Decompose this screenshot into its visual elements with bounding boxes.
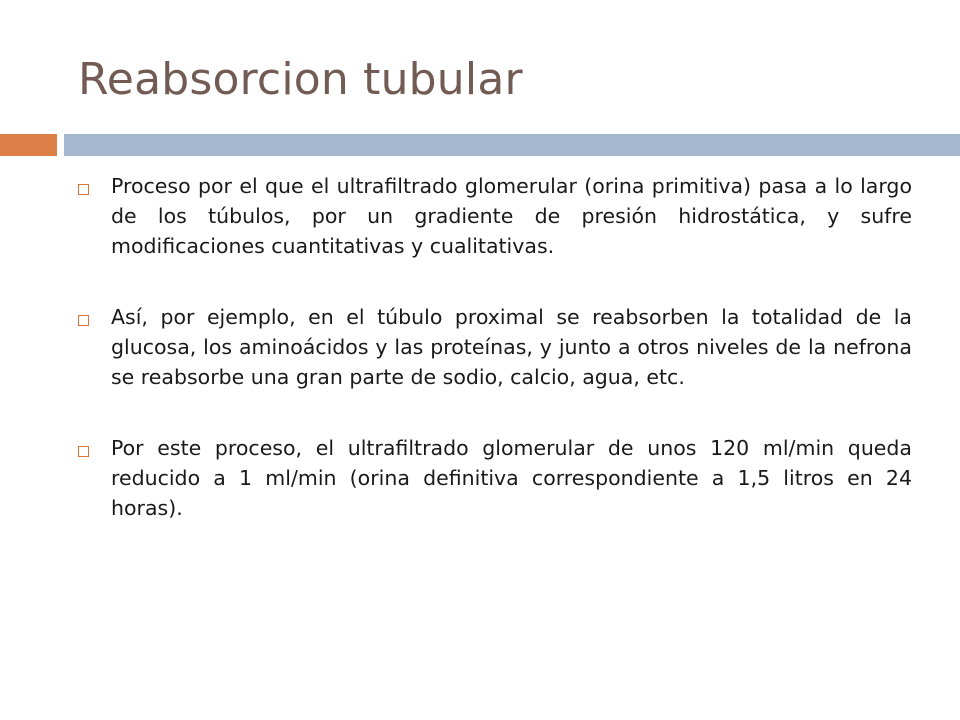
hollow-square-bullet-icon [78, 446, 89, 457]
bullet-text: Así, por ejemplo, en el túbulo proximal se reabsorben la totalidad de la glucosa, los aminoácidos y las proteínas, y junto a otros niveles de la nefrona se reabsorbe una gran parte de sodio, calcio, agua, etc. [111, 305, 912, 389]
bullet-text: Proceso por el que el ultrafiltrado glomerular (orina primitiva) pasa a lo largo de los túbulos, por un gradiente de presión hidrostática, y sufre modificaciones cuantitativas y cualitativas. [111, 174, 912, 258]
bullet-list [76, 171, 912, 564]
bullet-text: Por este proceso, el ultrafiltrado glomerular de unos 120 ml/min queda reducido a 1 ml/min (orina definitiva correspondiente a 1,5 litros en 24 horas). [111, 436, 912, 520]
slide-title: Reabsorcion tubular [78, 54, 523, 105]
bullet-item [76, 171, 912, 261]
hollow-square-bullet-icon [78, 315, 89, 326]
bullet-item [76, 302, 912, 392]
title-divider-bar [64, 134, 960, 156]
title-accent-bar [0, 134, 57, 156]
hollow-square-bullet-icon [78, 184, 89, 195]
bullet-item [76, 433, 912, 523]
